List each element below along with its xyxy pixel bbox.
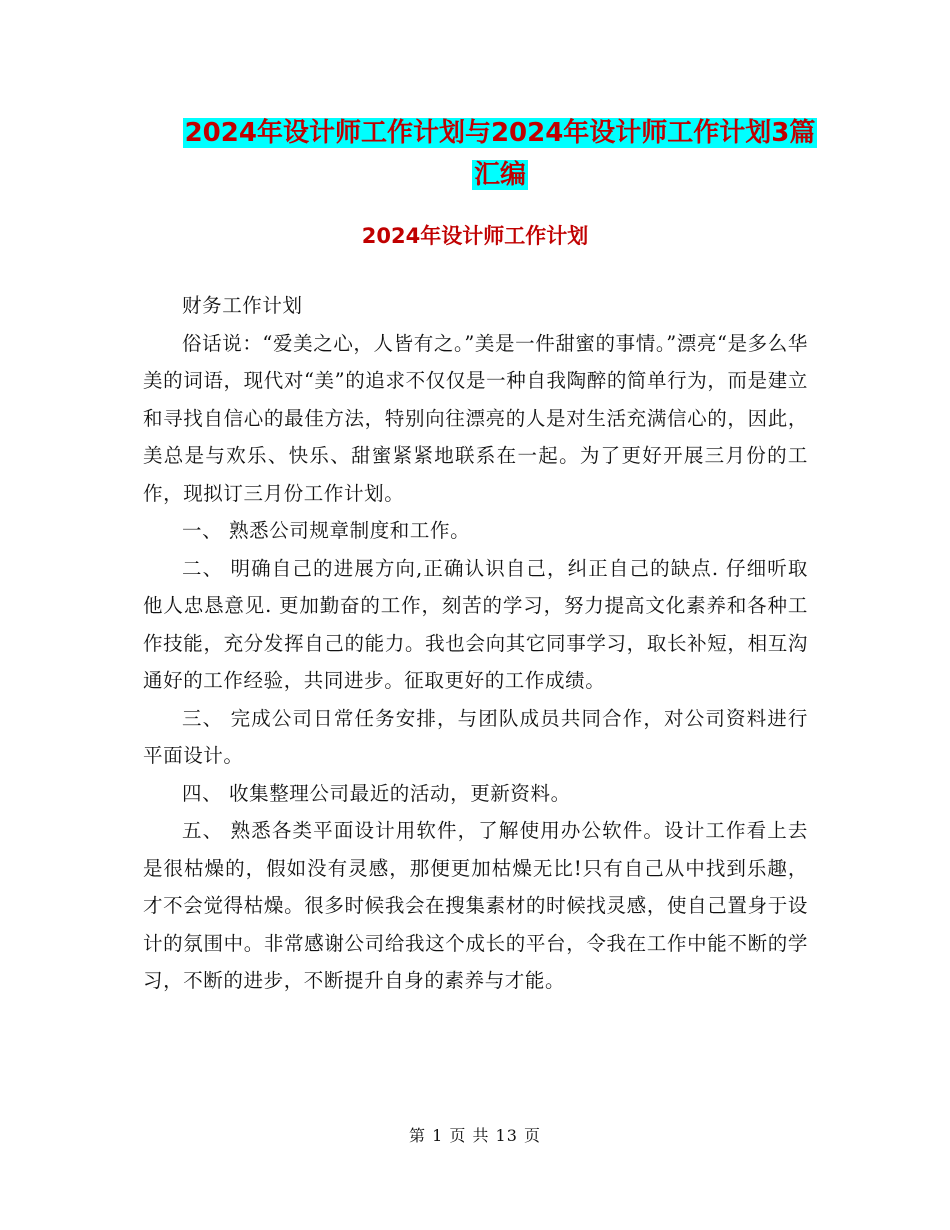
paragraph-item-2: 二、 明确自己的进展方向,正确认识自己，纠正自己的缺点. 仔细听取他人忠恳意见. 更加勤奋的工作，刻苦的学习，努力提高文化素养和各种工作技能，充分发挥自己的能力。我也会向其它同事学习，取长补短，相互沟通好的工作经验，共同进步。征取更好的工作成绩。 (143, 556, 808, 692)
document-body (143, 287, 808, 1000)
document-title (140, 112, 860, 196)
title-line-1: 2024年设计师工作计划与2024年设计师工作计划3篇 (184, 118, 816, 148)
paragraph-item-4: 四、 收集整理公司最近的活动，更新资料。 (182, 781, 571, 805)
paragraph-item-1: 一、 熟悉公司规章制度和工作。 (182, 519, 471, 542)
paragraph-item-5: 五、 熟悉各类平面设计用软件，了解使用办公软件。设计工作看上去是很枯燥的，假如没有灵感，那便更加枯燥无比!只有自己从中找到乐趣，才不会觉得枯燥。很多时候我会在搜集素材的时候找灵感，使自己置身于设计的氛围中。非常感谢公司给我这个成长的平台，令我在工作中能不断的学习，不断的进步，不断提升自身的素养与才能。 (143, 819, 808, 992)
paragraph-item-3: 三、 完成公司日常任务安排，与团队成员共同合作，对公司资料进行平面设计。 (143, 706, 808, 767)
page-footer: 第 1 页 共 13 页 (409, 1126, 541, 1145)
title-line-2: 汇编 (473, 160, 526, 190)
section-subtitle: 2024年设计师工作计划 (361, 224, 589, 248)
paragraph-heading: 财务工作计划 (182, 294, 303, 317)
paragraph-intro: 俗话说：“爱美之心，人皆有之。”美是一件甜蜜的事情。”漂亮“是多么华美的词语，现代对“美”的追求不仅仅是一种自我陶醉的简单行为，而是建立和寻找自信心的最佳方法，特别向往漂亮的人是对生活充满信心的，因此，美总是与欢乐、快乐、甜蜜紧紧地联系在一起。为了更好开展三月份的工作，现拟订三月份工作计划。 (143, 331, 808, 505)
